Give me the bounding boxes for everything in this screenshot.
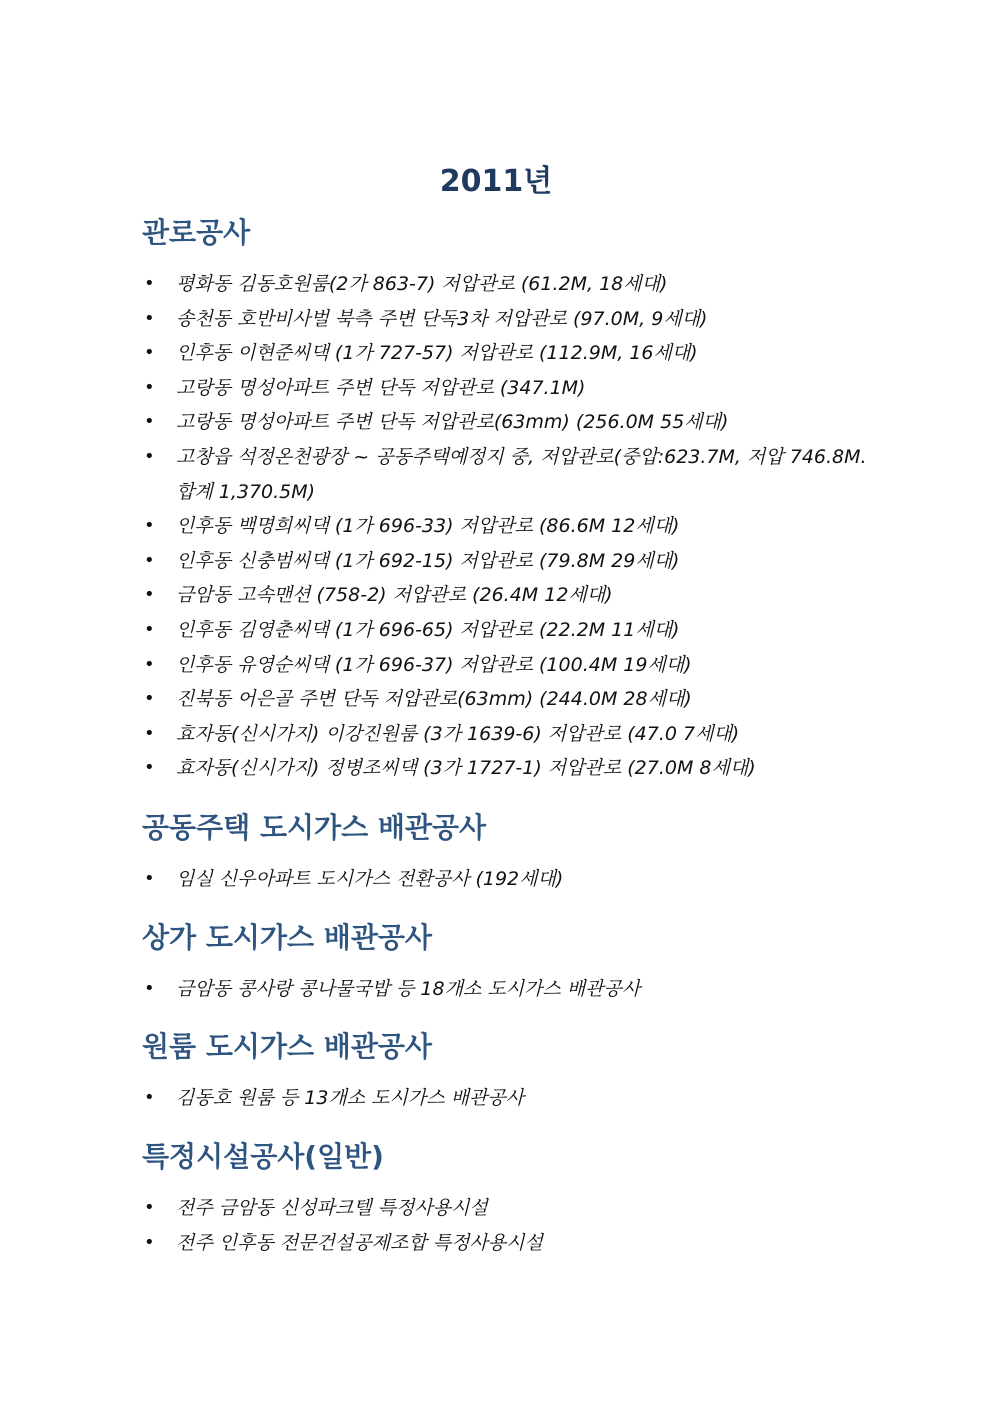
section-apartment-gas-piping xyxy=(142,808,882,897)
list-item xyxy=(142,267,882,302)
bullet-icon: • xyxy=(144,445,155,467)
section-heading: 공동주택 도시가스 배관공사 xyxy=(142,811,487,844)
item-text: 인후동 신충범씨댁 (1가 692-15) 저압관로 (79.8M 29세대) xyxy=(176,549,680,572)
list-item xyxy=(142,1081,882,1116)
list-item xyxy=(142,405,882,440)
item-text: 인후동 유영순씨댁 (1가 696-37) 저압관로 (100.4M 19세대) xyxy=(176,653,692,676)
list-item xyxy=(142,1191,882,1226)
bullet-icon: • xyxy=(144,1231,155,1253)
section-oneroom-gas-piping xyxy=(142,1027,882,1116)
bullet-icon: • xyxy=(144,515,155,537)
list-item xyxy=(142,302,882,337)
bullet-icon: • xyxy=(144,1197,155,1218)
bullet-icon: • xyxy=(144,411,155,433)
item-list xyxy=(142,862,882,897)
list-item xyxy=(142,862,882,897)
section-heading: 상가 도시가스 배관공사 xyxy=(142,921,432,954)
item-text: 평화동 김동호원룸(2가 863-7) 저압관로 (61.2M, 18세대) xyxy=(176,273,668,295)
list-item xyxy=(142,440,882,509)
item-text: 진북동 어은골 주변 단독 저압관로(63mm) (244.0M 28세대) xyxy=(176,688,692,711)
item-text: 효자동(신시가지) 이강진원룸 (3가 1639-6) 저압관로 (47.0 7세대) xyxy=(176,722,740,745)
item-text: 인후동 이현준씨댁 (1가 727-57) 저압관로 (112.9M, 16세대) xyxy=(176,342,698,365)
bullet-icon: • xyxy=(144,342,155,364)
item-text: 송천동 호반비사벌 북측 주변 단독3차 저압관로 (97.0M, 9세대) xyxy=(176,307,708,330)
bullet-icon: • xyxy=(144,868,155,889)
item-list xyxy=(142,972,882,1007)
list-item xyxy=(142,544,882,579)
bullet-icon: • xyxy=(144,584,155,606)
item-text: 전주 금암동 신성파크텔 특정사용시설 xyxy=(176,1197,488,1219)
bullet-icon: • xyxy=(144,307,155,329)
bullet-icon: • xyxy=(144,688,155,710)
list-item xyxy=(142,972,882,1007)
list-item xyxy=(142,1226,882,1261)
list-item xyxy=(142,509,882,544)
list-item xyxy=(142,682,882,717)
item-text: 인후동 백명희씨댁 (1가 696-33) 저압관로 (86.6M 12세대) xyxy=(176,515,680,538)
item-text: 전주 인후동 전문건설공제조합 특정사용시설 xyxy=(176,1231,543,1254)
section-heading: 원룸 도시가스 배관공사 xyxy=(142,1030,432,1063)
list-item xyxy=(142,371,882,406)
bullet-icon: • xyxy=(144,549,155,571)
item-text: 효자동(신시가지) 정병조씨댁 (3가 1727-1) 저압관로 (27.0M 8세대) xyxy=(176,757,756,780)
list-item xyxy=(142,613,882,648)
item-text: 금암동 콩사랑 콩나물국밥 등 18개소 도시가스 배관공사 xyxy=(176,978,641,1000)
bullet-icon: • xyxy=(144,618,155,640)
section-heading: 특정시설공사(일반) xyxy=(142,1140,384,1173)
bullet-icon: • xyxy=(144,757,155,779)
list-item xyxy=(142,336,882,371)
section-special-facility-work xyxy=(142,1137,882,1260)
item-text: 인후동 김영춘씨댁 (1가 696-65) 저압관로 (22.2M 11세대) xyxy=(176,618,680,641)
section-commercial-gas-piping xyxy=(142,918,882,1007)
section-pipeline-work xyxy=(142,213,882,786)
list-item xyxy=(142,751,882,786)
page-title: 2011년 xyxy=(439,164,553,199)
item-list xyxy=(142,1191,882,1260)
bullet-icon: • xyxy=(144,376,155,398)
item-text: 금암동 고속맨션 (758-2) 저압관로 (26.4M 12세대) xyxy=(176,584,613,607)
item-text: 고랑동 명성아파트 주변 단독 저압관로(63mm) (256.0M 55세대) xyxy=(176,411,729,434)
list-item xyxy=(142,578,882,613)
item-text: 임실 신우아파트 도시가스 전환공사 (192세대) xyxy=(176,868,564,890)
list-item xyxy=(142,648,882,683)
bullet-icon: • xyxy=(144,273,155,294)
bullet-icon: • xyxy=(144,1087,155,1108)
bullet-icon: • xyxy=(144,722,155,744)
item-list xyxy=(142,1081,882,1116)
list-item xyxy=(142,717,882,752)
item-text: 김동호 원룸 등 13개소 도시가스 배관공사 xyxy=(176,1087,525,1109)
bullet-icon: • xyxy=(144,978,155,999)
section-heading: 관로공사 xyxy=(142,216,251,249)
item-text: 고랑동 명성아파트 주변 단독 저압관로 (347.1M) xyxy=(176,376,586,399)
item-text: 고창읍 석정온천광장 ~ 공동주택예정지 중, 저압관로(중압:623.7M, 저압 746.8M. 합계 1,370.5M) xyxy=(176,445,867,503)
item-list xyxy=(142,267,882,786)
bullet-icon: • xyxy=(144,653,155,675)
